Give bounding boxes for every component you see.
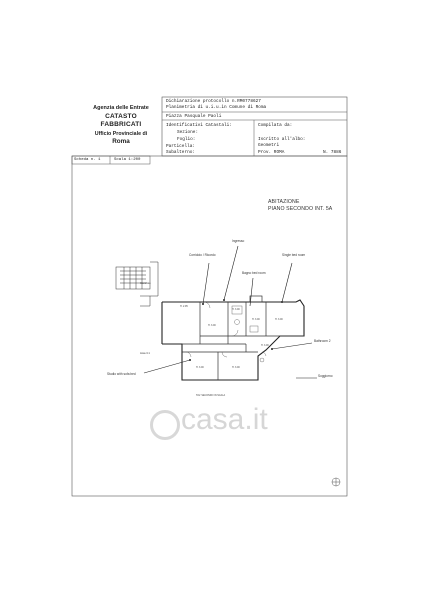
office-city: Roma <box>112 138 130 145</box>
room-height-1: H. 2.95 <box>180 305 188 308</box>
label-corridor-small: Corridoio <box>140 282 151 285</box>
address: Piazza Pasquale Paoli <box>166 114 222 119</box>
scheda-label: Scheda n. 1 <box>74 158 101 162</box>
casa-logo-icon <box>150 410 180 440</box>
label-studio: Studio with sofa bed <box>107 372 136 376</box>
room-height-5: H. 3.00 <box>275 318 283 321</box>
label-bagno: Bagno bed room <box>242 271 266 275</box>
room-height-8: H. 3.00 <box>261 344 269 347</box>
label-single-bed: Single bed room <box>282 253 306 257</box>
foglio-label: Foglio: <box>177 137 196 142</box>
room-height-7: H. 3.00 <box>232 366 240 369</box>
compilata-label: Compilata da: <box>258 123 293 128</box>
room-height-2: H. 3.00 <box>208 324 216 327</box>
catasto-title: CATASTO FABBRICATI <box>100 112 142 128</box>
particella-label: Particella: <box>166 144 195 149</box>
room-height-4: H. 3.00 <box>252 318 260 321</box>
planimetria-label: Planimetria di u.i.u.in Comune di Roma <box>166 105 267 110</box>
watermark-text: casa.it <box>181 403 268 436</box>
label-soggiorno: Soggiorno <box>318 374 333 378</box>
protocol-number: RM0778627 <box>237 99 261 104</box>
room-height-6: H. 3.00 <box>196 366 204 369</box>
dichiarazione-label: Dichiarazione protocollo n.RM0778627 <box>166 99 261 104</box>
sezione-label: Sezione: <box>177 130 199 135</box>
label-corridoio: Corridoio / Ricordo <box>189 253 216 257</box>
label-area: Area 3.1 <box>140 352 150 355</box>
iscritto-label: Iscritto all'albo: <box>258 137 306 142</box>
registration-number: N. 7886 <box>323 150 342 155</box>
label-bathroom2: Bathroom 2 <box>314 339 331 343</box>
professione-value: Geometri <box>258 143 280 148</box>
agency-name: Agenzia delle Entrate <box>93 105 149 111</box>
office-label: Ufficio Provinciale di <box>94 130 148 137</box>
plan-footer-note: TAV. SECONDO IN SCALA <box>196 394 226 397</box>
identificativi-label: Identificativi Catastali: <box>166 123 232 128</box>
room-height-3: H. 3.00 <box>232 308 240 311</box>
plan-subtitle: PIANO SECONDO INT. 5A <box>268 206 333 212</box>
scala-label: Scala 1:200 <box>114 158 141 162</box>
plan-title: ABITAZIONE <box>268 199 300 205</box>
label-ingresso: Ingresso <box>232 239 245 243</box>
prov-label: Prov. ROMA <box>258 150 285 155</box>
subalterno-label: Subalterno: <box>166 150 195 155</box>
